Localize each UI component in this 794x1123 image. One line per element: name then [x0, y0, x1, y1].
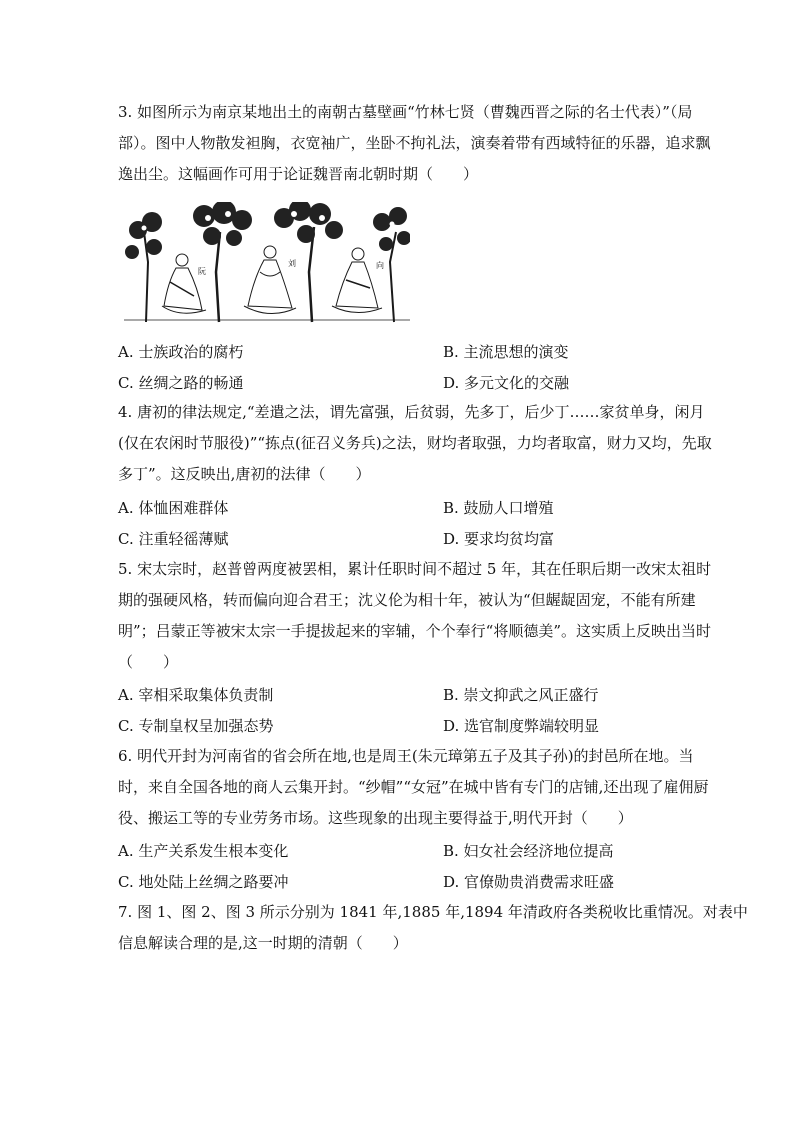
question-7-line-1: 7. 图 1、图 2、图 3 所示分别为 1841 年,1885 年,1894 年清政府各类税收比重情况。对表中 [118, 903, 748, 921]
question-4-line-2: (仅在农闲时节服役)”“拣点(征召义务兵)之法，财均者取强，力均者取富，财力又均，先取 [118, 434, 712, 452]
question-3-option-a[interactable]: A. 士族政治的腐朽 [118, 343, 244, 361]
question-6-stem [118, 741, 709, 834]
question-3-option-c[interactable]: C. 丝绸之路的畅通 [118, 374, 244, 392]
question-3-option-b[interactable]: B. 主流思想的演变 [443, 343, 569, 361]
question-5-stem [118, 554, 712, 678]
mural-label-1: 阮 [198, 267, 206, 276]
question-6-line-3: 役、搬运工等的专业劳务市场。这些现象的出现主要得益于,明代开封（ ） [118, 809, 633, 827]
question-6-line-1: 6. 明代开封为河南省的省会所在地,也是周王(朱元璋第五子及其子孙)的封邑所在地。当 [118, 747, 694, 765]
question-3-stem [118, 97, 711, 190]
question-5-line-2: 期的强硬风格，转而偏向迎合君王；沈义伦为相十年，被认为“但龌龊固宠，不能有所建 [118, 591, 696, 609]
question-4-line-1: 4. 唐初的律法规定,“差遣之法，谓先富强，后贫弱，先多丁，后少丁……家贫单身，闲月 [118, 403, 705, 421]
question-6-option-b[interactable]: B. 妇女社会经济地位提高 [443, 842, 614, 860]
question-5-option-b[interactable]: B. 崇文抑武之风正盛行 [443, 686, 599, 704]
question-4-stem [118, 397, 712, 490]
question-5-line-3: 明”；吕蒙正等被宋太宗一手提拔起来的宰辅，个个奉行“将顺德美”。这实质上反映出当时 [118, 622, 712, 640]
question-6-option-a[interactable]: A. 生产关系发生根本变化 [118, 842, 289, 860]
question-4-option-b[interactable]: B. 鼓励人口增殖 [443, 499, 554, 517]
question-4-option-a[interactable]: A. 体恤困难群体 [118, 499, 229, 517]
question-7-stem [118, 897, 748, 959]
question-3-line-2: 部）。图中人物散发袒胸，衣宽袖广，坐卧不拘礼法，演奏着带有西域特征的乐器，追求飘 [118, 134, 711, 152]
question-6-option-c[interactable]: C. 地处陆上丝绸之路要冲 [118, 873, 289, 891]
question-6-line-2: 时，来自全国各地的商人云集开封。“纱帽”“女冠”在城中皆有专门的店铺,还出现了雇佣厨 [118, 778, 709, 796]
question-7-line-2: 信息解读合理的是,这一时期的清朝（ ） [118, 934, 408, 952]
bamboo-grove-mural-image [124, 202, 410, 324]
question-4-option-c[interactable]: C. 注重轻徭薄赋 [118, 530, 229, 548]
question-4-option-d[interactable]: D. 要求均贫均富 [443, 530, 555, 548]
question-6-option-d[interactable]: D. 官僚勋贵消费需求旺盛 [443, 873, 615, 891]
question-5-option-c[interactable]: C. 专制皇权呈加强态势 [118, 717, 274, 735]
question-5-line-4: （ ） [118, 653, 179, 671]
question-5-line-1: 5. 宋太宗时，赵普曾两度被罢相，累计任职时间不超过 5 年，其在任职后期一改宋太祖时 [118, 560, 712, 578]
mural-label-2: 刘 [288, 259, 296, 268]
question-3-option-d[interactable]: D. 多元文化的交融 [443, 374, 570, 392]
question-4-line-3: 多丁”。这反映出,唐初的法律（ ） [118, 465, 371, 483]
question-5-option-a[interactable]: A. 宰相采取集体负责制 [118, 686, 274, 704]
question-5-option-d[interactable]: D. 选官制度弊端较明显 [443, 717, 600, 735]
question-3-line-1: 3. 如图所示为南京某地出土的南朝古墓壁画“竹林七贤（曹魏西晋之际的名士代表）”（局 [118, 103, 693, 121]
mural-label-3: 向 [376, 261, 384, 270]
question-3-line-3: 逸出尘。这幅画作可用于论证魏晋南北朝时期（ ） [118, 165, 479, 183]
